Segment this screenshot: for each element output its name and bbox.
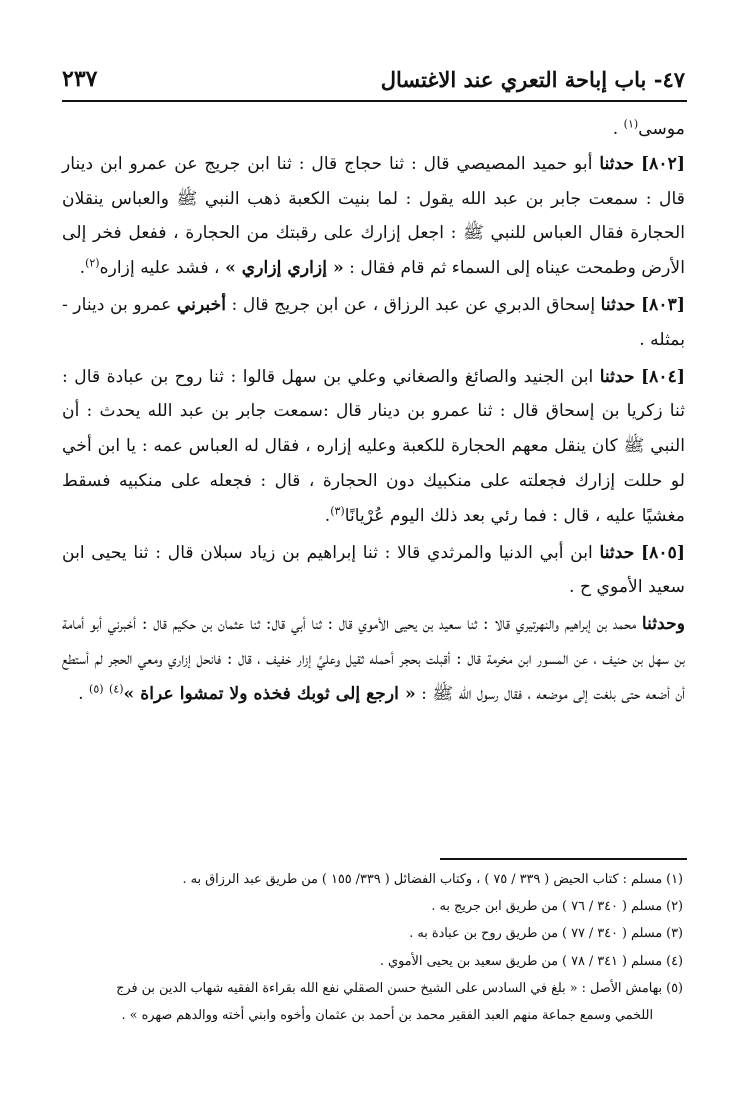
hadith-number: [٨٠٢] — [641, 153, 685, 174]
footnote-3: (٣) مسلم ( ٣٤٠ / ٧٧ ) من طريق روح بن عبادة به . — [409, 926, 683, 942]
footnote-5-continued: اللخمي وسمع جماعة منهم العبد الفقير محمد بن أحمد بن عثمان وأخوه وابني أخته ووالدهم صهره » . — [121, 1008, 653, 1024]
hadith-number: [٨٠٣] — [641, 294, 686, 315]
running-header — [62, 52, 685, 92]
hadith-quote: « إزاري إزاري » — [225, 258, 344, 279]
header-rule — [62, 100, 687, 102]
footnote-4: (٤) مسلم ( ٣٤١ / ٧٨ ) من طريق سعيد بن يحيى الأموي . — [379, 953, 683, 969]
hadith-803: [٨٠٣] حدثنا إسحاق الدبري عن عبد الرزاق ، عن ابن جريج قال : أخبرني عمرو بن دينار - بمثله . — [62, 294, 686, 350]
hadith-lead: حدثنا — [599, 366, 635, 387]
hadith-lead: وحدثنا — [641, 614, 685, 635]
footnote-ref[interactable]: (٤) — [109, 682, 124, 696]
hadith-804: [٨٠٤] حدثنا ابن الجنيد والصائغ والصغاني وعلي بن سهل قالوا : ثنا روح بن عبادة قال : ثنا زكريا بن إسحاق قال : ثنا عمرو بن دينار قال :سمعت جابر بن عبد الله يحدث : أن النبي ﷺ كان ينقل معهم الحجارة للكعبة وعليه إزاره ، فقال له العباس عمه : يا ابن أخي لو حللت إزارك فجعلته على منكبيك دون الحجارة ، قال : فجعله على منكبيه فسقط مغشيًا عليه ، قال : فما رئي بعد ذلك اليوم عُرْيانًا$^{(٣)}$. — [62, 366, 686, 526]
page-number: ٢٣٧ — [62, 66, 98, 92]
hadith-802: [٨٠٢] حدثنا أبو حميد المصيصي قال : ثنا حجاج قال : ثنا ابن جريج عن عمرو ابن دينار قال : سمعت جابر بن عبد الله يقول : لما بنيت الكعبة ذهب النبي ﷺ والعباس ينقلان الحجارة فقال العباس للنبي ﷺ : اجعل إزارك على رقبتك من الحجارة ، ففعل فخر إلى الأرض وطمحت عيناه إلى السماء ثم قام فقال : « إزاري إزاري » ، فشد عليه إزاره$^{(٢)}$. — [62, 153, 685, 279]
footnote-separator — [440, 858, 687, 860]
main-text — [62, 112, 685, 712]
footnote-2: (٢) مسلم ( ٣٤٠ / ٧٦ ) من طريق ابن جريج به . — [431, 899, 683, 915]
hadith-805: [٨٠٥] حدثنا ابن أبي الدنيا والمرثدي قالا : ثنا إبراهيم بن زياد سبلان قال : ثنا يحيى ابن سعيد الأموي ح . — [62, 542, 685, 598]
footnote-ref[interactable]: (٢) — [85, 256, 100, 270]
hadith-805-second-chain: وحدثنا محمد بن إبراهيم والنهرتيري قالا : ثنا سعيد بن يحيى الأموي قال : ثنا أبي قال: ثنا عثمان بن حكيم قال : أخبرني أبو أمامة بن سهل بن حنيف ، عن المسور ابن مخرمة قال : أقبلت بحجر أحمله ثقيل وعليَّ إزار خفيف ، قال : فانحل إزاري ومعي الحجر لم أستطع أن أضعه حتى بلغت إلى موضعه ، فقال رسول الله ﷺ : « ارجع إلى ثوبك فخذه ولا تمشوا عراة »$^{(٤)}$ $^{(٥)}$ . — [62, 614, 685, 704]
footnote-ref[interactable]: (٥) — [89, 682, 104, 696]
hadith-lead: حدثنا — [600, 294, 636, 315]
hadith-number: [٨٠٤] — [641, 366, 686, 387]
opening-line: موسى$^{(١)}$ . — [612, 117, 685, 139]
hadith-quote: « ارجع إلى ثوبك فخذه ولا تمشوا عراة » — [123, 683, 416, 704]
hadith-bold: أخبرني — [176, 294, 227, 315]
footnote-1: (١) مسلم : كتاب الحيض ( ٣٣٩ / ٧٥ ) ، وكتاب الفضائل ( ٣٣٩/ ١٥٥ ) من طريق عبد الرزاق به . — [182, 872, 683, 887]
footnote-ref[interactable]: (٣) — [330, 504, 345, 518]
hadith-lead: حدثنا — [599, 153, 635, 174]
hadith-number: [٨٠٥] — [641, 542, 685, 563]
footnotes — [62, 866, 683, 1029]
footnote-ref[interactable]: (١) — [623, 117, 639, 131]
footnote-5: (٥) بهامش الأصل : « بلغ في السادس على الشيخ حسن الصقلي نفع الله بقراءة الفقيه شهاب الدين بن فرج — [116, 980, 683, 996]
hadith-lead: حدثنا — [599, 542, 635, 563]
chapter-title: ٤٧- باب إباحة التعري عند الاغتسال — [380, 67, 685, 92]
